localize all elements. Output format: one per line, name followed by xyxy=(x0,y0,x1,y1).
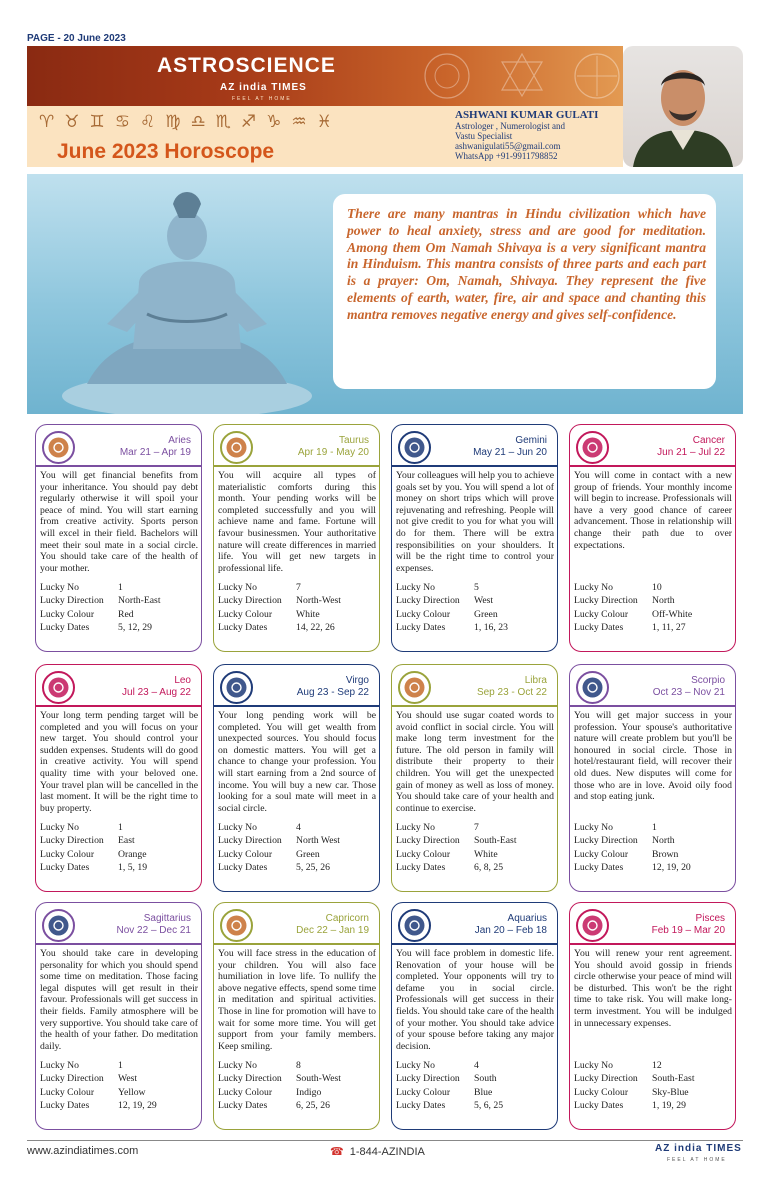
lucky-direction-label: Lucky Direction xyxy=(40,595,104,607)
lucky-no-value: 5 xyxy=(474,582,479,593)
sign-prediction: You will face stress in the education of your children. You will also face humiliation in love life. To nullify the above negative effects, spend some time in meditation and spiritual activities. Those in line for promotion will have to wait for some more time. You will get support from your family members. Keep smiling. xyxy=(218,948,376,1052)
lucky-no-value: 8 xyxy=(296,1060,301,1071)
card-divider xyxy=(392,465,557,467)
card-divider xyxy=(570,943,735,945)
lucky-dates-label: Lucky Dates xyxy=(40,1100,90,1112)
author-role: Astrologer , Numerologist and xyxy=(455,121,565,131)
lucky-colour-value: White xyxy=(474,848,498,860)
scorpion-icon xyxy=(576,671,609,704)
mandala-decoration xyxy=(407,50,623,102)
author-box xyxy=(447,106,623,167)
lucky-direction-label: Lucky Direction xyxy=(574,835,638,847)
sign-prediction: Your long pending work will be completed. You will get wealth from unexpected sources. You should focus on domestic matters. You will get a chance to change your profession. You will start earning from a 2nd source of income. You will buy a new car. Those looking for a soul mate will meet in a social circle. xyxy=(218,710,376,814)
sign-date-range: Aug 23 - Sep 22 xyxy=(296,687,369,698)
sign-name: Pisces xyxy=(695,913,725,924)
lucky-facts xyxy=(40,1059,157,1113)
phone-icon: ☎ xyxy=(330,1146,344,1158)
sign-prediction: You will face problem in domestic life. Renovation of your house will be completed. Your opponents will try to defame you in social circle. Professionals will get success in their fields. You should take care of the health of your mother. You should take advice of your spouse before taking any major decision. xyxy=(396,948,554,1052)
lucky-colour-value: Off-White xyxy=(652,608,693,620)
lucky-dates-value: 5, 25, 26 xyxy=(296,862,330,874)
lucky-direction-value: South xyxy=(474,1073,497,1085)
footer-logo-tagline: FEEL AT HOME xyxy=(667,1157,727,1163)
zodiac-glyphs-icon: ♈♉♊♋♌♍♎♏♐♑♒♓ xyxy=(39,112,342,132)
lucky-no-label: Lucky No xyxy=(40,822,80,833)
sign-name: Leo xyxy=(174,675,191,686)
lucky-colour-value: White xyxy=(296,608,320,620)
sign-date-range: Feb 19 – Mar 20 xyxy=(651,925,725,936)
lucky-direction-label: Lucky Direction xyxy=(218,595,282,607)
hero-quote-text: There are many mantras in Hindu civilization which have power to heal anxiety, stress and are good for meditation. Among them Om Namah Shivaya is a very significant mantra in Hinduism. This mantra consists of three parts and each part is a prayer: Om, Namah, Shivaya. They represent the five elements of earth, water, fire, air and space and chanting this mantra removes negative energy and gives self-confidence. xyxy=(347,206,706,322)
sign-name: Cancer xyxy=(692,435,725,446)
lucky-dates-value: 5, 6, 25 xyxy=(474,1100,504,1112)
lucky-colour-label: Lucky Colour xyxy=(40,608,95,620)
sign-prediction: You will get financial benefits from your inheritance. You should pay debt regularly otherwise it will spoil your peace of mind. You will start earning from creative activity. Sports person will excel in their field. Bachelors will meet their soul mate in a social circle. You should take care of the health of your mother. xyxy=(40,470,198,574)
archer-icon xyxy=(42,909,75,942)
sign-name: Libra xyxy=(524,675,547,686)
lucky-no-label: Lucky No xyxy=(40,582,80,593)
lucky-dates-label: Lucky Dates xyxy=(574,862,624,874)
lucky-dates-value: 1, 5, 19 xyxy=(118,862,148,874)
lucky-colour-value: Brown xyxy=(652,848,679,860)
footer-phone[interactable] xyxy=(330,1145,425,1158)
lucky-facts xyxy=(574,821,691,875)
lucky-facts xyxy=(396,821,517,875)
sign-name: Capricorn xyxy=(325,913,369,924)
sign-card-leo xyxy=(35,664,202,892)
sign-prediction: You will renew your rent agreement. You should avoid gossip in friends circle otherwise your peace of mind will be disturbed. This won't be the right time to take risk. You will make long-term investment. You will be indulged in unnecessary expenses. xyxy=(574,948,732,1029)
lucky-colour-label: Lucky Colour xyxy=(396,848,451,860)
hero-quote-box xyxy=(333,194,716,389)
lucky-facts xyxy=(40,581,161,635)
lucky-colour-label: Lucky Colour xyxy=(574,608,629,620)
sign-name: Scorpio xyxy=(691,675,725,686)
zodiac-strip xyxy=(27,106,447,140)
lucky-no-value: 1 xyxy=(118,582,123,593)
card-divider xyxy=(570,465,735,467)
crab-icon xyxy=(576,431,609,464)
sign-date-range: Jul 23 – Aug 22 xyxy=(122,687,191,698)
card-divider xyxy=(392,705,557,707)
lucky-dates-label: Lucky Dates xyxy=(218,862,268,874)
card-divider xyxy=(214,465,379,467)
lucky-direction-value: South-East xyxy=(652,1073,695,1085)
lucky-direction-value: North xyxy=(652,835,675,847)
lucky-direction-label: Lucky Direction xyxy=(218,835,282,847)
lucky-colour-label: Lucky Colour xyxy=(40,848,95,860)
sign-date-range: Jan 20 – Feb 18 xyxy=(474,925,547,936)
lucky-facts xyxy=(396,1059,503,1113)
lucky-no-value: 4 xyxy=(296,822,301,833)
lucky-dates-value: 14, 22, 26 xyxy=(296,622,335,634)
lucky-facts xyxy=(574,1059,695,1113)
lucky-facts xyxy=(574,581,692,635)
sign-card-aquarius xyxy=(391,902,558,1130)
lucky-no-label: Lucky No xyxy=(396,1060,436,1071)
lucky-colour-value: Orange xyxy=(118,848,147,860)
lucky-dates-value: 12, 19, 20 xyxy=(652,862,691,874)
lucky-dates-label: Lucky Dates xyxy=(40,862,90,874)
horoscope-title-strip xyxy=(27,140,447,167)
lucky-colour-label: Lucky Colour xyxy=(396,1086,451,1098)
lucky-no-label: Lucky No xyxy=(574,1060,614,1071)
banner-logo: AZ india TIMES xyxy=(220,82,307,93)
lucky-facts xyxy=(396,581,508,635)
sign-name: Virgo xyxy=(345,675,369,686)
lucky-dates-label: Lucky Dates xyxy=(396,862,446,874)
lucky-direction-label: Lucky Direction xyxy=(40,835,104,847)
sign-name: Gemini xyxy=(515,435,547,446)
card-divider xyxy=(214,705,379,707)
sign-prediction: You will get major success in your profession. Your spouse's authoritative nature will create problem but you'll be honoured in social circle. Those in hotel/restaurant field, will recover their old dues. New disputes will come for those who are in love. Avoid oily food and stop eating junk. xyxy=(574,710,732,803)
lucky-direction-label: Lucky Direction xyxy=(40,1073,104,1085)
lucky-no-label: Lucky No xyxy=(574,582,614,593)
sign-date-range: Jun 21 – Jul 22 xyxy=(657,447,725,458)
lucky-dates-value: 5, 12, 29 xyxy=(118,622,152,634)
lucky-direction-value: West xyxy=(118,1073,138,1085)
lucky-dates-label: Lucky Dates xyxy=(574,622,624,634)
card-divider xyxy=(36,465,201,467)
sign-name: Aries xyxy=(168,435,191,446)
scales-icon xyxy=(398,671,431,704)
lucky-direction-label: Lucky Direction xyxy=(396,1073,460,1085)
lucky-facts xyxy=(218,581,341,635)
lucky-no-label: Lucky No xyxy=(396,822,436,833)
lucky-direction-value: North West xyxy=(296,835,340,847)
footer-website-link[interactable]: www.azindiatimes.com xyxy=(27,1145,139,1157)
lucky-direction-value: North-West xyxy=(296,595,341,607)
footer-divider xyxy=(27,1140,743,1141)
lucky-direction-label: Lucky Direction xyxy=(218,1073,282,1085)
maiden-icon xyxy=(220,671,253,704)
sign-card-aries xyxy=(35,424,202,652)
lucky-dates-label: Lucky Dates xyxy=(218,622,268,634)
page-label: PAGE - 20 June 2023 xyxy=(27,33,126,44)
footer-phone-number: 1-844-AZINDIA xyxy=(349,1146,425,1158)
lucky-no-label: Lucky No xyxy=(218,822,258,833)
lucky-colour-label: Lucky Colour xyxy=(574,848,629,860)
lucky-colour-value: Green xyxy=(474,608,498,620)
lucky-colour-label: Lucky Colour xyxy=(396,608,451,620)
sign-prediction: You will come in contact with a new group of friends. Your monthly income will begin to increase. Professionals will have a very good chance of career advancement. Those in relationship will change their path due to over expectations. xyxy=(574,470,732,551)
sign-prediction: You will acquire all types of materialistic comforts during this month. Your pending works will be completed successfully and you will achieve name and fame. Fortune will favour businessmen. Your authoritative nature will create differences in married life. You will get new targets in professional life. xyxy=(218,470,376,574)
sign-date-range: Mar 21 – Apr 19 xyxy=(119,447,191,458)
lucky-direction-value: East xyxy=(118,835,135,847)
sign-card-sagittarius xyxy=(35,902,202,1130)
lucky-colour-label: Lucky Colour xyxy=(218,848,273,860)
lucky-no-value: 12 xyxy=(652,1060,662,1071)
lucky-colour-label: Lucky Colour xyxy=(218,608,273,620)
sign-date-range: Sep 23 - Oct 22 xyxy=(476,687,547,698)
author-whatsapp[interactable]: WhatsApp +91-9911798852 xyxy=(455,151,558,161)
lucky-direction-label: Lucky Direction xyxy=(574,595,638,607)
lucky-colour-label: Lucky Colour xyxy=(40,1086,95,1098)
bull-icon xyxy=(220,431,253,464)
card-divider xyxy=(214,943,379,945)
lucky-dates-label: Lucky Dates xyxy=(40,622,90,634)
sign-card-virgo xyxy=(213,664,380,892)
lucky-direction-value: North-East xyxy=(118,595,161,607)
shiva-meditation-illustration xyxy=(27,174,327,414)
lucky-direction-value: West xyxy=(474,595,494,607)
card-divider xyxy=(570,705,735,707)
lucky-no-value: 1 xyxy=(118,822,123,833)
lucky-no-value: 1 xyxy=(118,1060,123,1071)
horoscope-title: June 2023 Horoscope xyxy=(57,140,275,163)
lucky-no-value: 7 xyxy=(296,582,301,593)
lucky-no-label: Lucky No xyxy=(396,582,436,593)
sign-card-gemini xyxy=(391,424,558,652)
card-divider xyxy=(392,943,557,945)
lucky-dates-value: 6, 25, 26 xyxy=(296,1100,330,1112)
lucky-dates-label: Lucky Dates xyxy=(396,622,446,634)
lucky-no-label: Lucky No xyxy=(574,822,614,833)
sign-name: Taurus xyxy=(338,435,369,446)
lucky-direction-label: Lucky Direction xyxy=(396,835,460,847)
sign-card-scorpio xyxy=(569,664,736,892)
portrait-icon xyxy=(623,46,743,167)
sign-name: Aquarius xyxy=(507,913,547,924)
sign-card-cancer xyxy=(569,424,736,652)
sign-card-pisces xyxy=(569,902,736,1130)
lucky-direction-label: Lucky Direction xyxy=(574,1073,638,1085)
sign-card-libra xyxy=(391,664,558,892)
header-banner xyxy=(27,46,623,106)
lucky-dates-value: 1, 11, 27 xyxy=(652,622,686,634)
card-divider xyxy=(36,705,201,707)
lucky-facts xyxy=(218,821,340,875)
lucky-dates-label: Lucky Dates xyxy=(218,1100,268,1112)
lucky-colour-label: Lucky Colour xyxy=(574,1086,629,1098)
author-email[interactable]: ashwanigulati55@gmail.com xyxy=(455,141,561,151)
sign-date-range: Oct 23 – Nov 21 xyxy=(652,687,725,698)
sign-card-capricorn xyxy=(213,902,380,1130)
lucky-dates-value: 6, 8, 25 xyxy=(474,862,504,874)
lucky-no-label: Lucky No xyxy=(218,582,258,593)
lucky-colour-value: Green xyxy=(296,848,320,860)
lucky-no-value: 4 xyxy=(474,1060,479,1071)
lucky-dates-label: Lucky Dates xyxy=(574,1100,624,1112)
lucky-no-label: Lucky No xyxy=(218,1060,258,1071)
lucky-colour-label: Lucky Colour xyxy=(218,1086,273,1098)
sign-prediction: You should take care in developing personality for which you should spend some time on meditation. Those facing legal disputes will get result in their favour. Professionals will get success in their fields. Family atmosphere will be very supportive. You should take care of the health of your father. Do meditation daily. xyxy=(40,948,198,1052)
lion-icon xyxy=(42,671,75,704)
hero-section xyxy=(27,174,743,414)
lucky-direction-value: South-West xyxy=(296,1073,341,1085)
lucky-colour-value: Yellow xyxy=(118,1086,146,1098)
lucky-dates-value: 1, 19, 29 xyxy=(652,1100,686,1112)
water-bearer-icon xyxy=(398,909,431,942)
ram-icon xyxy=(42,431,75,464)
lucky-colour-value: Sky-Blue xyxy=(652,1086,689,1098)
twins-icon xyxy=(398,431,431,464)
card-divider xyxy=(36,943,201,945)
lucky-direction-value: South-East xyxy=(474,835,517,847)
lucky-facts xyxy=(218,1059,341,1113)
lucky-colour-value: Red xyxy=(118,608,134,620)
lucky-no-label: Lucky No xyxy=(40,1060,80,1071)
sign-date-range: Apr 19 - May 20 xyxy=(297,447,369,458)
author-role-2: Vastu Specialist xyxy=(455,131,513,141)
sign-prediction: Your long term pending target will be completed and you will focus on your new target. You should control your sudden expenses. Students will do good in creative activity. You will spend quality time with your beloved one. Your travel plan will be cancelled in the last moment. It will be the right time to buy property. xyxy=(40,710,198,814)
lucky-direction-label: Lucky Direction xyxy=(396,595,460,607)
goat-icon xyxy=(220,909,253,942)
lucky-facts xyxy=(40,821,147,875)
sign-date-range: Nov 22 – Dec 21 xyxy=(116,925,191,936)
lucky-no-value: 1 xyxy=(652,822,657,833)
lucky-dates-value: 12, 19, 29 xyxy=(118,1100,157,1112)
footer-logo: AZ india TIMES xyxy=(655,1143,742,1154)
lucky-colour-value: Blue xyxy=(474,1086,493,1098)
author-photo xyxy=(623,46,743,167)
sign-name: Sagittarius xyxy=(143,913,191,924)
sign-date-range: Dec 22 – Jan 19 xyxy=(296,925,369,936)
lucky-colour-value: Indigo xyxy=(296,1086,322,1098)
sign-prediction: Your colleagues will help you to achieve goals set by you. You will spend a lot of money on short trips which will prove rejuvenating and refreshing. People will not give credit to you for what you will do for them. There will be extra responsibilities on your shoulders. It will be the right time to control your expenses. xyxy=(396,470,554,574)
fish-icon xyxy=(576,909,609,942)
lucky-no-value: 10 xyxy=(652,582,662,593)
sign-prediction: You should use sugar coated words to avoid conflict in social circle. You will make long term investment for the future. The old person in family will distribute their property to their children. You will get the unexpected gain of money as well as loss of money. You should take care of your health and continue to exercise. xyxy=(396,710,554,814)
sign-date-range: May 21 – Jun 20 xyxy=(473,447,547,458)
lucky-no-value: 7 xyxy=(474,822,479,833)
lucky-direction-value: North xyxy=(652,595,675,607)
author-name: ASHWANI KUMAR GULATI xyxy=(455,109,599,121)
banner-title: ASTROSCIENCE xyxy=(157,54,336,77)
banner-logo-tagline: FEEL AT HOME xyxy=(232,96,292,102)
lucky-dates-value: 1, 16, 23 xyxy=(474,622,508,634)
lucky-dates-label: Lucky Dates xyxy=(396,1100,446,1112)
sign-card-taurus xyxy=(213,424,380,652)
